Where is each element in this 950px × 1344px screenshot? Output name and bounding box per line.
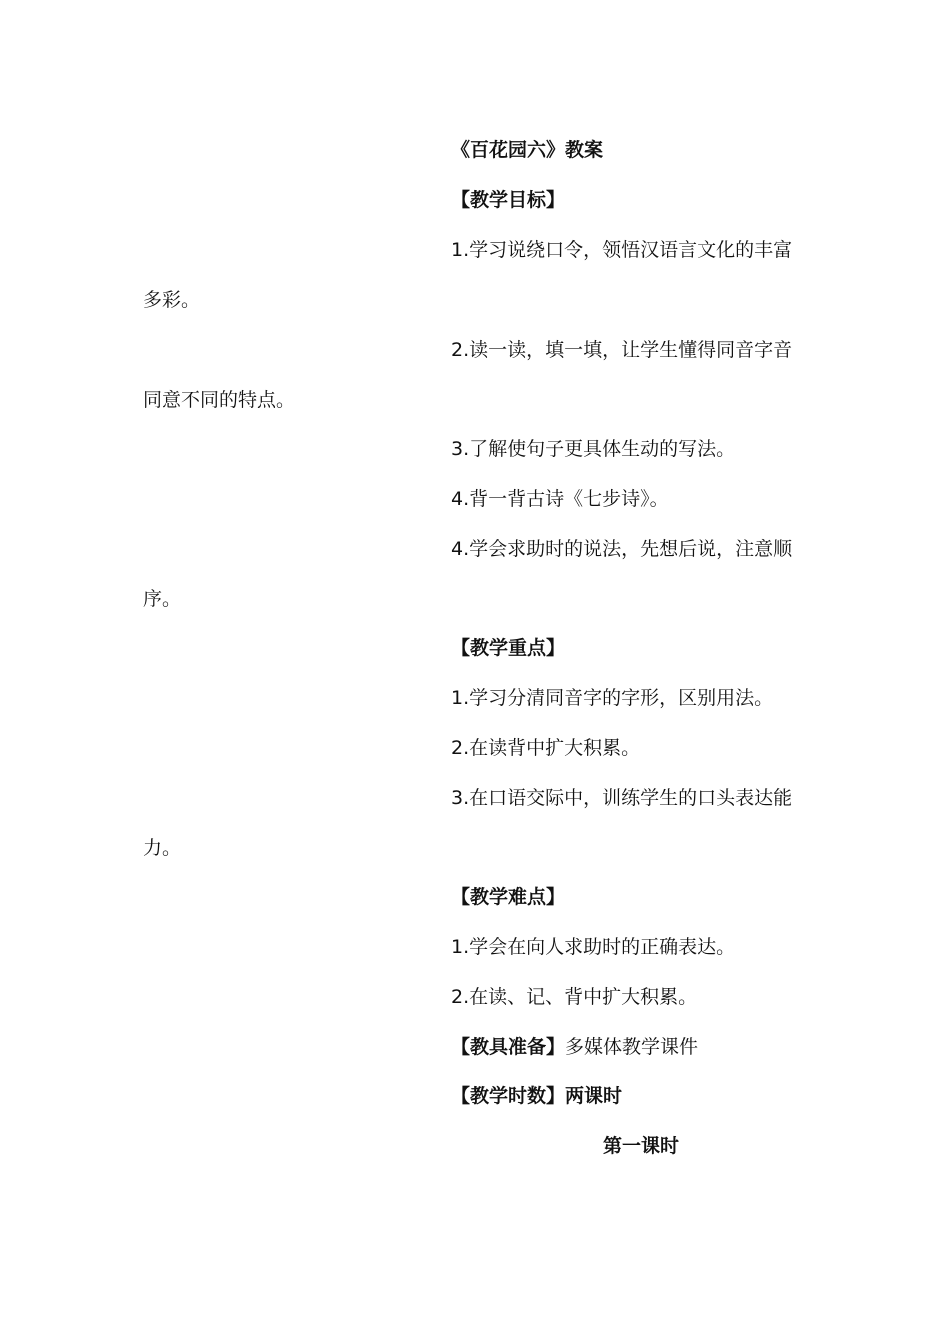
hours-value: 两课时 xyxy=(565,1085,623,1107)
key-point-item-2: 2.在读背中扩大积累。 xyxy=(451,737,641,759)
difficulty-item-2: 2.在读、记、背中扩大积累。 xyxy=(451,986,698,1008)
key-point-item-3-continued: 力。 xyxy=(143,837,182,859)
materials-label: 【教具准备】 xyxy=(451,1036,566,1058)
key-point-item-1: 1.学习分清同音字的字形，区别用法。 xyxy=(451,687,774,709)
objective-item-5-continued: 序。 xyxy=(143,588,182,610)
materials-line xyxy=(451,1035,698,1059)
document-title: 《百花园六》教案 xyxy=(451,139,604,161)
hours-line xyxy=(451,1084,622,1108)
lesson-heading: 第一课时 xyxy=(603,1135,680,1157)
objective-item-1: 1.学习说绕口令，领悟汉语言文化的丰富 xyxy=(451,239,793,261)
key-points-heading: 【教学重点】 xyxy=(451,637,566,659)
hours-label: 【教学时数】 xyxy=(451,1085,566,1107)
objective-item-1-continued: 多彩。 xyxy=(143,289,201,311)
objective-item-2-continued: 同意不同的特点。 xyxy=(143,389,296,411)
difficulties-heading: 【教学难点】 xyxy=(451,886,566,908)
key-point-item-3: 3.在口语交际中，训练学生的口头表达能 xyxy=(451,787,793,809)
objective-item-2: 2.读一读，填一填，让学生懂得同音字音 xyxy=(451,339,793,361)
difficulty-item-1: 1.学会在向人求助时的正确表达。 xyxy=(451,936,736,958)
objective-item-5: 4.学会求助时的说法，先想后说，注意顺 xyxy=(451,538,793,560)
objectives-heading: 【教学目标】 xyxy=(451,189,566,211)
objective-item-3: 3.了解使句子更具体生动的写法。 xyxy=(451,438,736,460)
objective-item-4: 4.背一背古诗《七步诗》。 xyxy=(451,488,669,510)
materials-value: 多媒体教学课件 xyxy=(565,1036,699,1058)
